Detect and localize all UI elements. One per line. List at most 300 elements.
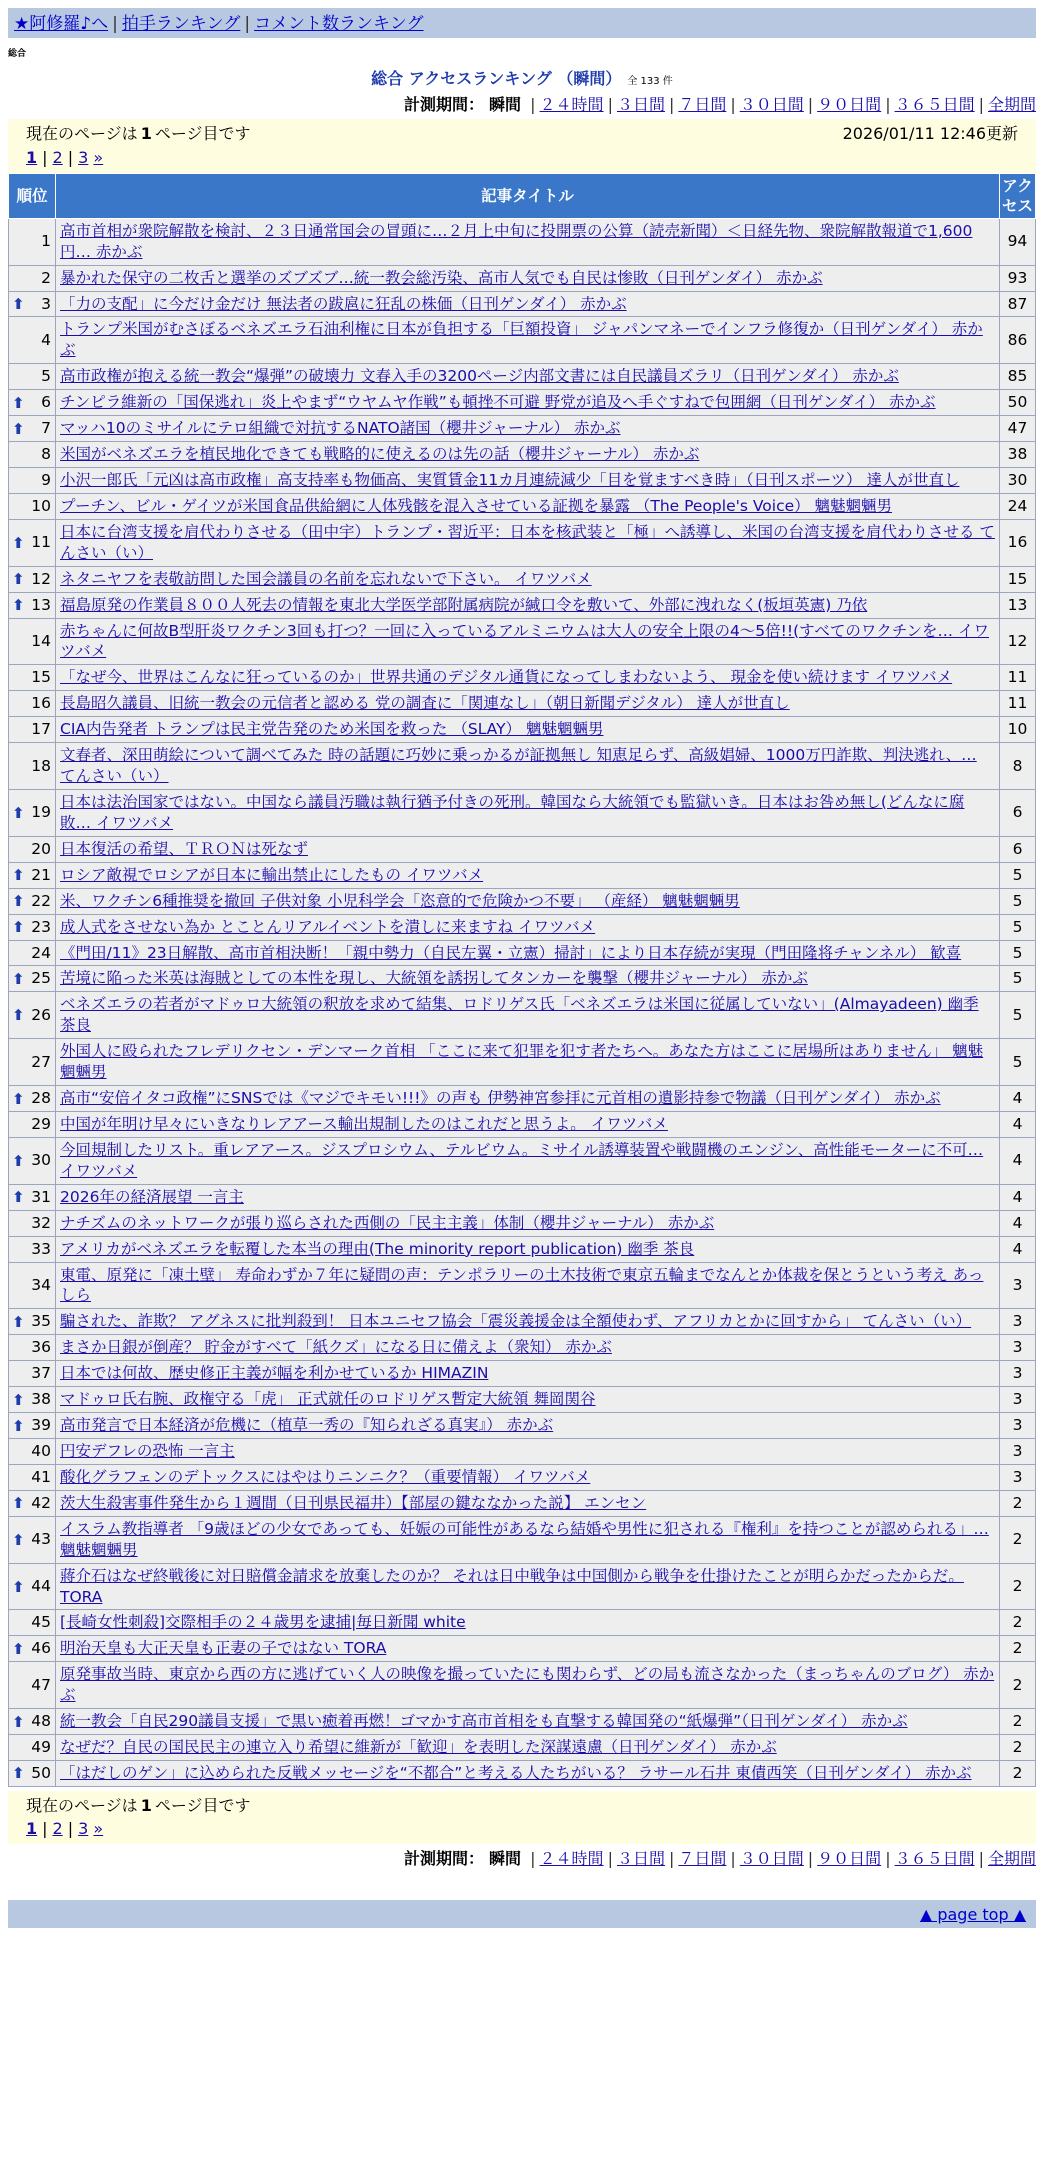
rank-number: 50 xyxy=(31,1763,51,1782)
rank-cell xyxy=(9,1039,56,1086)
rank-cell xyxy=(9,717,56,743)
title-cell xyxy=(56,592,1000,618)
period-separator: | xyxy=(978,94,984,114)
title-cell xyxy=(56,1039,1000,1086)
rank-cell xyxy=(9,566,56,592)
rank-cell xyxy=(9,442,56,468)
period-links xyxy=(526,1849,1036,1868)
rank-number: 48 xyxy=(31,1712,51,1731)
rank-number: 40 xyxy=(31,1441,51,1460)
page-separator: | xyxy=(42,1819,48,1839)
next-page-link[interactable]: » xyxy=(93,147,104,167)
table-row xyxy=(9,966,1036,992)
rank-number: 15 xyxy=(31,668,51,687)
title-cell xyxy=(56,416,1000,442)
table-row xyxy=(9,914,1036,940)
access-count: 2 xyxy=(1000,1735,1036,1761)
article-link[interactable]: ロシア敵視でロシアが日本に輸出禁止にしたもの イワツバメ xyxy=(60,865,484,884)
period-separator: | xyxy=(807,94,814,114)
table-row xyxy=(9,1262,1036,1309)
period-links xyxy=(526,95,1036,114)
article-link[interactable]: プーチン、ビル・ゲイツが米国食品供給網に人体残骸を混入させている証拠を暴露 （The People's Voice） 魑魅魍魎男 xyxy=(60,496,893,515)
rank-cell xyxy=(9,665,56,691)
article-link[interactable]: 茨大生殺害事件発生から１週間（日刊県民福井）【部屋の鍵ななかった説】 エンセン xyxy=(60,1493,647,1512)
period-link[interactable]: ７日間 xyxy=(678,1849,727,1869)
table-row xyxy=(9,836,1036,862)
rank-number: 31 xyxy=(31,1187,51,1206)
rank-cell xyxy=(9,1735,56,1761)
page-title: 総合 アクセスランキング （瞬間） xyxy=(371,69,622,89)
article-link[interactable]: ベネズエラの若者がマドゥロ大統領の釈放を求めて結集、ロドリゲス氏「ベネズエラは米国に従属していない」(Almayadeen) 幽季 茶良 xyxy=(60,995,979,1035)
rank-cell xyxy=(9,1563,56,1610)
article-link[interactable]: マッハ10のミサイルにテロ組織で対抗するNATO諸国（櫻井ジャーナル） 赤かぶ xyxy=(60,419,621,438)
page-link-2[interactable]: 2 xyxy=(52,1819,63,1839)
period-link[interactable]: ３日間 xyxy=(616,94,665,114)
period-link[interactable]: 全期間 xyxy=(987,94,1036,114)
article-link[interactable]: 今回規制したリスト。重レアアース。ジスプロシウム、テルビウム。ミサイル誘導装置や戦闘機のエンジン、高性能モーターに不可… イワツバメ xyxy=(60,1140,984,1180)
table-row xyxy=(9,1490,1036,1516)
next-page-link[interactable]: » xyxy=(93,1819,104,1839)
table-row xyxy=(9,1039,1036,1086)
article-link[interactable]: 「はだしのゲン」に込められた反戦メッセージを“不都合”と考える人たちがいる？ ラサール石井 東債西笑（日刊ゲンダイ） 赤かぶ xyxy=(60,1763,972,1782)
ranking-table xyxy=(8,173,1036,1787)
table-row xyxy=(9,1464,1036,1490)
period-link[interactable]: ３０日間 xyxy=(739,94,804,114)
title-cell xyxy=(56,265,1000,291)
access-count: 5 xyxy=(1000,888,1036,914)
title-cell xyxy=(56,717,1000,743)
title-cell xyxy=(56,836,1000,862)
rank-cell xyxy=(9,914,56,940)
table-row xyxy=(9,442,1036,468)
access-count: 5 xyxy=(1000,966,1036,992)
title-cell xyxy=(56,1361,1000,1387)
table-row xyxy=(9,665,1036,691)
period-link[interactable]: ２４時間 xyxy=(539,94,604,114)
rank-number: 36 xyxy=(31,1338,51,1357)
access-count: 4 xyxy=(1000,1210,1036,1236)
page-separator: | xyxy=(67,147,74,167)
table-row xyxy=(9,1236,1036,1262)
rank-number: 10 xyxy=(31,496,51,515)
article-link[interactable]: 暴かれた保守の二枚舌と選挙のズブズブ…統一教会総汚染、高市人気でも自民は惨敗（日刊ゲンダイ） 赤かぶ xyxy=(60,268,823,287)
rank-cell xyxy=(9,218,56,265)
up-arrow-icon: ⬆ xyxy=(12,570,25,589)
table-row xyxy=(9,566,1036,592)
access-count: 93 xyxy=(1000,265,1036,291)
rank-number: 35 xyxy=(31,1312,51,1331)
table-row xyxy=(9,1111,1036,1137)
clap-ranking-link[interactable]: 拍手ランキング xyxy=(121,14,241,34)
top-nav xyxy=(8,8,1036,38)
article-link[interactable]: 2026年の経済展望 一言主 xyxy=(60,1187,244,1206)
table-row xyxy=(9,1309,1036,1335)
access-count: 3 xyxy=(1000,1335,1036,1361)
access-count: 2 xyxy=(1000,1610,1036,1636)
rank-number: 44 xyxy=(31,1577,51,1596)
page-top-link[interactable]: ▲ page top ▲ xyxy=(919,1904,1026,1924)
period-separator: | xyxy=(668,94,675,114)
article-link[interactable]: まさか日銀が倒産？ 貯金がすべて「紙クズ」になる日に備えよ（衆知） 赤かぶ xyxy=(60,1338,612,1357)
rank-cell xyxy=(9,1662,56,1709)
period-current: 瞬間 xyxy=(489,94,522,114)
access-count: 5 xyxy=(1000,1039,1036,1086)
up-arrow-icon: ⬆ xyxy=(12,393,25,412)
rank-cell xyxy=(9,618,56,665)
category-label: 総合 xyxy=(8,49,27,59)
article-link[interactable]: 米国がベネズエラを植民地化できても戦略的に使えるのは先の話（櫻井ジャーナル） 赤かぶ xyxy=(60,445,700,464)
rank-number: 49 xyxy=(31,1738,51,1757)
table-row xyxy=(9,1184,1036,1210)
access-count: 11 xyxy=(1000,665,1036,691)
article-link[interactable]: CIA内告発者 トランプは民主党告発のため米国を救った （SLAY） 魑魅魍魎男 xyxy=(60,720,604,739)
rank-number: 39 xyxy=(31,1416,51,1435)
table-row xyxy=(9,618,1036,665)
page-link-1[interactable]: 1 xyxy=(26,147,38,167)
access-count: 3 xyxy=(1000,1361,1036,1387)
article-link[interactable]: 中国が年明け早々にいきなりレアアース輸出規制したのはこれだと思うよ。 イワツバメ xyxy=(60,1114,668,1133)
updated-time: 2026/01/11 12:46更新 xyxy=(842,124,1018,144)
rank-cell xyxy=(9,1210,56,1236)
article-link[interactable]: トランプ米国がむさぼるベネズエラ石油利権に日本が負担する「巨額投資」 ジャパンマネーでインフラ修復か（日刊ゲンダイ） 赤かぶ xyxy=(60,320,983,360)
rank-number: 18 xyxy=(31,756,51,775)
article-link[interactable]: 蔣介石はなぜ終戦後に対日賠償金請求を放棄したのか？ それは日中戦争は中国側から戦争を仕掛けたことが明らかだったからだ。 TORA xyxy=(60,1566,964,1606)
up-arrow-icon: ⬆ xyxy=(12,1312,25,1331)
up-arrow-icon: ⬆ xyxy=(12,1712,25,1731)
period-separator: | xyxy=(668,1849,675,1869)
title-cell xyxy=(56,1236,1000,1262)
article-link[interactable]: チンピラ維新の「国保逃れ」炎上やまず“ウヤムヤ作戦”も頓挫不可避 野党が追及へ手ぐすねで包囲網（日刊ゲンダイ） 赤かぶ xyxy=(60,393,936,412)
up-arrow-icon: ⬆ xyxy=(12,1006,25,1025)
access-count: 2 xyxy=(1000,1563,1036,1610)
article-link[interactable]: 東電、原発に「凍土壁」 寿命わずか７年に疑問の声：テンポラリーの土木技術で東京五輪までなんとか体裁を保とうという考え あっしら xyxy=(60,1265,984,1305)
article-link[interactable]: [長崎女性刺殺]交際相手の２４歳男を逮捕|毎日新聞 white xyxy=(60,1613,466,1632)
period-separator: | xyxy=(885,1849,891,1869)
rank-cell xyxy=(9,317,56,364)
access-count: 30 xyxy=(1000,468,1036,494)
access-count: 10 xyxy=(1000,717,1036,743)
article-link[interactable]: 福島原発の作業員８００人死去の情報を東北大学医学部附属病院が緘口令を敷いて、外部に洩れなく(板垣英憲) 乃依 xyxy=(60,595,868,614)
rank-cell xyxy=(9,468,56,494)
access-count: 15 xyxy=(1000,566,1036,592)
rank-number: 3 xyxy=(41,294,51,313)
title-cell xyxy=(56,743,1000,790)
period-separator: | xyxy=(730,1849,736,1869)
rank-cell xyxy=(9,1438,56,1464)
comment-ranking-link[interactable]: コメント数ランキング xyxy=(254,14,424,34)
period-link[interactable]: ３６５日間 xyxy=(894,94,975,114)
article-link[interactable]: 明治天皇も大正天皇も正妻の子ではない TORA xyxy=(60,1639,387,1658)
rank-cell xyxy=(9,493,56,519)
article-link[interactable]: 高市首相が衆院解散を検討、２３日通常国会の冒頭に…２月上中旬に投開票の公算（読売新聞）＜日経先物、衆院解散報道で1,600円… 赤かぶ xyxy=(60,221,973,261)
title-cell xyxy=(56,1662,1000,1709)
rank-cell xyxy=(9,1709,56,1735)
title-cell xyxy=(56,1438,1000,1464)
access-count: 3 xyxy=(1000,1438,1036,1464)
period-link[interactable]: ２４時間 xyxy=(539,1849,604,1869)
rank-cell xyxy=(9,416,56,442)
access-count: 24 xyxy=(1000,493,1036,519)
rank-cell xyxy=(9,1086,56,1112)
table-row xyxy=(9,992,1036,1039)
article-link[interactable]: 日本に台湾支援を肩代わりさせる（田中宇）トランプ・習近平：日本を核武装と「極」へ誘導し、米国の台湾支援を肩代わりさせる てんさい（い） xyxy=(60,522,995,562)
title-cell xyxy=(56,1464,1000,1490)
table-row xyxy=(9,416,1036,442)
table-row xyxy=(9,1662,1036,1709)
period-separator: | xyxy=(978,1849,984,1869)
article-link[interactable]: 米、ワクチン6種推奨を撤回 子供対象 小児科学会「恣意的で危険かつ不要」 （産経） 魑魅魍魎男 xyxy=(60,891,740,910)
rank-cell xyxy=(9,1111,56,1137)
rank-number: 24 xyxy=(31,943,51,962)
rank-cell xyxy=(9,1262,56,1309)
title-cell xyxy=(56,1184,1000,1210)
article-link[interactable]: マドゥロ氏右腕、政権守る「虎」 正式就任のロドリゲス暫定大統領 舞岡関谷 xyxy=(60,1390,596,1409)
article-link[interactable]: 「力の支配」に今だけ金だけ 無法者の跋扈に狂乱の株価（日刊ゲンダイ） 赤かぶ xyxy=(60,294,627,313)
title-cell xyxy=(56,291,1000,317)
period-current: 瞬間 xyxy=(489,1849,522,1869)
rank-number: 7 xyxy=(41,419,51,438)
article-link[interactable]: 円安デフレの恐怖 一言主 xyxy=(60,1441,235,1460)
rank-number: 34 xyxy=(31,1275,51,1294)
title-cell xyxy=(56,1086,1000,1112)
rank-cell xyxy=(9,390,56,416)
rank-number: 14 xyxy=(31,632,51,650)
table-row xyxy=(9,1735,1036,1761)
rank-number: 8 xyxy=(41,445,51,464)
page-link-3[interactable]: 3 xyxy=(78,1819,89,1839)
article-link[interactable]: 文春者、深田萌絵について調べてみた 時の話題に巧妙に乗っかるが証拠無し 知恵足らず、高級娼婦、1000万円詐欺、判決逃れ、… てんさい（い） xyxy=(60,746,977,786)
article-link[interactable]: イスラム教指導者 「9歳ほどの少女であっても、妊娠の可能性があるなら結婚や男性に犯される『権利』を持つことが認められる」… 魑魅魍魎男 xyxy=(60,1519,989,1559)
article-link[interactable]: 日本は法治国家ではない。中国なら議員汚職は執行猶予付きの死刑。韓国なら大統領でも監獄いき。日本はお咎め無し(どんなに腐敗… イワツバメ xyxy=(60,793,965,832)
table-row xyxy=(9,390,1036,416)
article-link[interactable]: 原発事故当時、東京から西の方に逃げていく人の映像を撮っていたにも関わらず、どの局も流さなかった（まっちゃんのブログ） 赤かぶ xyxy=(60,1665,995,1705)
article-link[interactable]: 長島昭久議員、旧統一教会の元信者と認める 党の調査に「関連なし」（朝日新聞デジタル） 達人が世直し xyxy=(60,694,790,713)
rank-number: 9 xyxy=(41,471,51,490)
access-count: 3 xyxy=(1000,1262,1036,1309)
period-link[interactable]: ３６５日間 xyxy=(894,1849,975,1869)
access-count: 8 xyxy=(1000,743,1036,790)
article-link[interactable]: 赤ちゃんに何故B型肝炎ワクチン3回も打つ？一回に入っているアルミニウムは大人の安全上限の4～5倍!!(すべてのワクチンを… イワツバメ xyxy=(60,621,989,661)
title-cell xyxy=(56,1387,1000,1413)
period-separator: | xyxy=(807,1849,814,1869)
access-count: 3 xyxy=(1000,1309,1036,1335)
table-row xyxy=(9,790,1036,837)
article-link[interactable]: 《門田/11》23日解散、高市首相決断！「親中勢力（自民左翼・立憲）掃討」により日本存続が実現（門田隆将チャンネル） 歓喜 xyxy=(60,943,962,962)
article-link[interactable]: 高市“安倍イタコ政権”にSNSでは《マジでキモい!!!》の声も 伊勢神宮参拝に元首相の遺影持参で物議（日刊ゲンダイ） 赤かぶ xyxy=(60,1089,941,1108)
period-link[interactable]: ３日間 xyxy=(616,1849,665,1869)
rank-number: 28 xyxy=(31,1089,51,1108)
period-separator: | xyxy=(530,1849,536,1869)
access-count: 86 xyxy=(1000,317,1036,364)
access-count: 4 xyxy=(1000,1236,1036,1262)
rank-cell xyxy=(9,364,56,390)
period-link[interactable]: ９０日間 xyxy=(817,1849,882,1869)
period-label: 計測期間： xyxy=(403,1849,484,1869)
access-count: 38 xyxy=(1000,442,1036,468)
title-cell xyxy=(56,790,1000,837)
article-link[interactable]: 騙された、詐欺？ アグネスに批判殺到！ 日本ユニセフ協会「震災義援金は全額使わず、アフリカとかに回すから」 てんさい（い） xyxy=(60,1312,972,1331)
up-arrow-icon: ⬆ xyxy=(12,969,25,988)
period-separator: | xyxy=(530,94,536,114)
period-label: 計測期間： xyxy=(403,94,484,114)
article-link[interactable]: ナチズムのネットワークが張り巡らされた西側の「民主主義」体制（櫻井ジャーナル） 赤かぶ xyxy=(60,1213,715,1232)
rank-number: 42 xyxy=(31,1493,51,1512)
rank-cell xyxy=(9,1309,56,1335)
rank-cell xyxy=(9,265,56,291)
access-count: 4 xyxy=(1000,1111,1036,1137)
up-arrow-icon: ⬆ xyxy=(12,1416,25,1435)
table-row xyxy=(9,265,1036,291)
rank-number: 25 xyxy=(31,969,51,988)
rank-number: 1 xyxy=(41,232,51,251)
access-count: 2 xyxy=(1000,1516,1036,1563)
title-cell xyxy=(56,218,1000,265)
rank-cell xyxy=(9,888,56,914)
article-link[interactable]: 高市発言で日本経済が危機に（植草一秀の『知られざる真実』） 赤かぶ xyxy=(60,1416,554,1435)
nav-separator: | xyxy=(112,14,118,34)
page-link-2[interactable]: 2 xyxy=(52,147,63,167)
rank-number: 38 xyxy=(31,1390,51,1409)
access-count: 11 xyxy=(1000,691,1036,717)
title-cell xyxy=(56,566,1000,592)
table-row xyxy=(9,691,1036,717)
title-cell xyxy=(56,665,1000,691)
page-title-line xyxy=(0,68,1044,90)
article-link[interactable]: アメリカがベネズエラを転覆した本当の理由(The minority report publication) 幽季 茶良 xyxy=(60,1239,695,1258)
up-arrow-icon: ⬆ xyxy=(12,1577,25,1596)
article-link[interactable]: 外国人に殴られたフレデリクセン・デンマーク首相 「ここに来て犯罪を犯す者たちへ。あなた方はここに居場所はありません」 魑魅魍魎男 xyxy=(60,1042,984,1082)
rank-number: 29 xyxy=(31,1114,51,1133)
title-cell xyxy=(56,442,1000,468)
rank-cell xyxy=(9,862,56,888)
article-link[interactable]: 苦境に陥った米英は海賊としての本性を現し、大統領を誘拐してタンカーを襲撃（櫻井ジャーナル） 赤かぶ xyxy=(60,969,808,988)
title-cell xyxy=(56,966,1000,992)
table-row xyxy=(9,1387,1036,1413)
title-cell xyxy=(56,1735,1000,1761)
rank-number: 26 xyxy=(31,1005,51,1024)
table-row xyxy=(9,364,1036,390)
article-link[interactable]: 酸化グラフェンのデトックスにはやはりニンニク？（重要情報） イワツバメ xyxy=(60,1467,591,1486)
access-count: 94 xyxy=(1000,218,1036,265)
period-separator: | xyxy=(607,94,613,114)
title-cell xyxy=(56,493,1000,519)
article-link[interactable]: 日本では何故、歴史修正主義が幅を利かせているか HIMAZIN xyxy=(60,1364,489,1383)
article-link[interactable]: 成人式をさせない為か とことんリアルイベントを潰しに来ますね イワツバメ xyxy=(60,917,596,936)
rank-cell xyxy=(9,992,56,1039)
period-link[interactable]: ３０日間 xyxy=(739,1849,804,1869)
period-separator: | xyxy=(607,1849,613,1869)
up-arrow-icon: ⬆ xyxy=(12,917,25,936)
period-link[interactable]: ７日間 xyxy=(678,94,727,114)
rank-number: 37 xyxy=(31,1364,51,1383)
up-arrow-icon: ⬆ xyxy=(12,419,25,438)
article-link[interactable]: なぜだ？自民の国民民主の連立入り希望に維新が「歓迎」を表明した深謀遠慮（日刊ゲンダイ） 赤かぶ xyxy=(60,1738,777,1757)
title-cell xyxy=(56,691,1000,717)
title-cell xyxy=(56,1760,1000,1786)
up-arrow-icon: ⬆ xyxy=(12,533,25,552)
title-cell xyxy=(56,618,1000,665)
rank-cell xyxy=(9,790,56,837)
title-cell xyxy=(56,888,1000,914)
count-column-header: アクセス xyxy=(1000,173,1036,218)
title-cell xyxy=(56,390,1000,416)
pager-bottom xyxy=(8,1791,1036,1844)
title-cell xyxy=(56,1335,1000,1361)
rank-cell xyxy=(9,519,56,566)
rank-number: 4 xyxy=(41,330,51,349)
table-row xyxy=(9,1563,1036,1610)
title-cell xyxy=(56,317,1000,364)
access-count: 2 xyxy=(1000,1636,1036,1662)
rank-cell xyxy=(9,1387,56,1413)
pager-prefix: 現在のページは xyxy=(26,1795,138,1815)
access-count: 87 xyxy=(1000,291,1036,317)
up-arrow-icon: ⬆ xyxy=(12,294,25,313)
table-row xyxy=(9,940,1036,966)
table-row xyxy=(9,1610,1036,1636)
up-arrow-icon: ⬆ xyxy=(12,1188,25,1207)
up-arrow-icon: ⬆ xyxy=(12,1151,25,1170)
rank-number: 46 xyxy=(31,1639,51,1658)
rank-number: 47 xyxy=(31,1675,51,1694)
table-row xyxy=(9,1413,1036,1439)
nav-separator: | xyxy=(244,14,251,34)
title-cell xyxy=(56,862,1000,888)
ranking-body xyxy=(9,218,1036,1786)
access-count: 3 xyxy=(1000,1464,1036,1490)
rank-number: 17 xyxy=(31,720,51,739)
rank-number: 19 xyxy=(31,803,51,822)
article-link[interactable]: 日本復活の希望、ＴＲＯＮは死なず xyxy=(60,839,309,858)
page-links xyxy=(26,147,1018,169)
access-count: 5 xyxy=(1000,940,1036,966)
rank-cell xyxy=(9,836,56,862)
rank-number: 12 xyxy=(31,569,51,588)
rank-number: 21 xyxy=(31,865,51,884)
up-arrow-icon: ⬆ xyxy=(12,595,25,614)
rank-cell xyxy=(9,291,56,317)
page-link-1[interactable]: 1 xyxy=(26,1819,38,1839)
home-link[interactable]: ★阿修羅♪へ xyxy=(14,14,109,34)
pager-suffix: ページ目です xyxy=(154,1795,251,1815)
table-row xyxy=(9,468,1036,494)
article-link[interactable]: 統一教会「自民290議員支援」で黒い癒着再燃！ゴマかす高市首相をも直撃する韓国発の“紙爆弾”（日刊ゲンダイ） 赤かぶ xyxy=(60,1712,908,1731)
period-link[interactable]: ９０日間 xyxy=(817,94,882,114)
table-row xyxy=(9,218,1036,265)
rank-number: 45 xyxy=(31,1613,51,1632)
page-links xyxy=(26,1818,1018,1840)
page-link-3[interactable]: 3 xyxy=(78,147,89,167)
up-arrow-icon: ⬆ xyxy=(12,803,25,822)
period-separator: | xyxy=(885,94,891,114)
rank-number: 22 xyxy=(31,891,51,910)
period-link[interactable]: 全期間 xyxy=(987,1849,1036,1869)
title-cell xyxy=(56,1262,1000,1309)
pager-prefix: 現在のページは xyxy=(26,124,138,144)
title-cell xyxy=(56,519,1000,566)
title-cell xyxy=(56,992,1000,1039)
current-page-text xyxy=(26,123,251,145)
period-selector-top xyxy=(8,94,1036,116)
article-link[interactable]: 「なぜ今、世界はこんなに狂っているのか」世界共通のデジタル通貨になってしまわないよう、 現金を使い続けます イワツバメ xyxy=(60,668,953,687)
article-link[interactable]: 高市政権が抱える統一教会“爆弾”の破壊力 文春入手の3200ページ内部文書には自民議員ズラリ（日刊ゲンダイ） 赤かぶ xyxy=(60,367,899,386)
article-link[interactable]: ネタニヤフを表敬訪問した国会議員の名前を忘れないで下さい。 イワツバメ xyxy=(60,569,592,588)
access-count: 6 xyxy=(1000,790,1036,837)
pager-current-number: 1 xyxy=(140,1795,152,1815)
article-link[interactable]: 小沢一郎氏「元凶は高市政権」高支持率も物価高、実質賃金11カ月連続減少「目を覚ますべき時」（日刊スポーツ） 達人が世直し xyxy=(60,471,960,490)
table-row xyxy=(9,1137,1036,1184)
pager-top xyxy=(8,119,1036,172)
